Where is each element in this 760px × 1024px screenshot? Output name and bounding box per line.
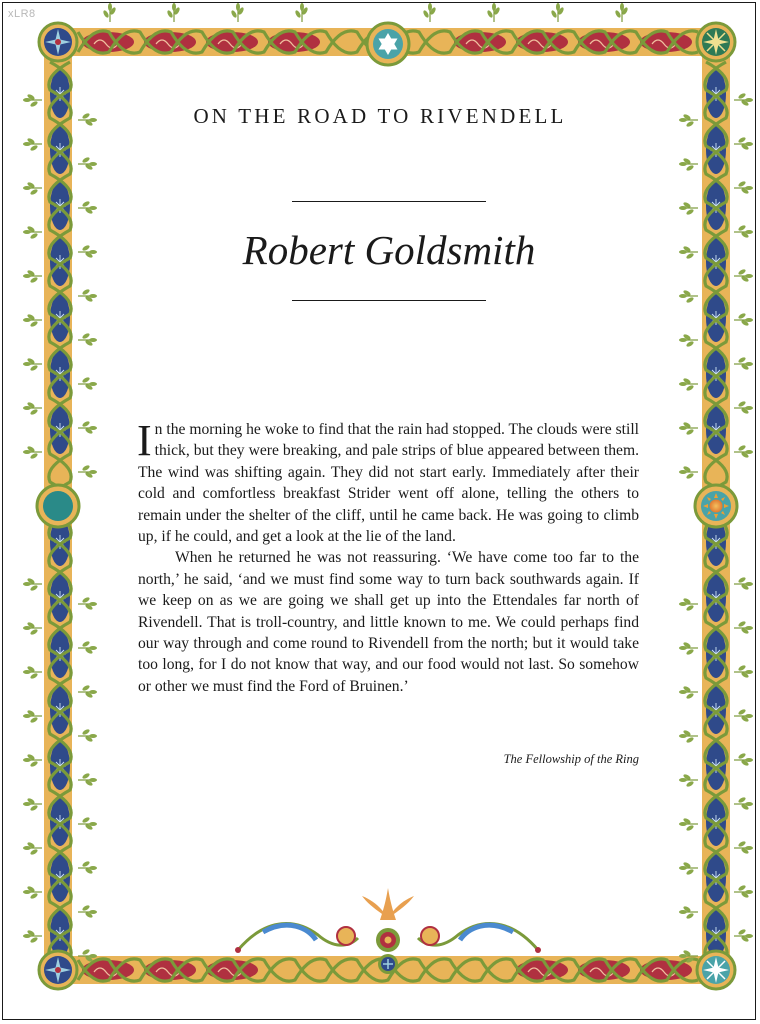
bottom-rule — [292, 300, 486, 301]
author-name: Robert Goldsmith — [242, 227, 536, 273]
source-citation: The Fellowship of the Ring — [503, 752, 639, 766]
quote-body — [137, 416, 639, 697]
paragraph-1-text: n the morning he woke to find that the rain had stopped. The clouds were still thick, but they were breaking, and pale strips of blue appeared between them. The wind was shifting again. They did not start early. Immediately after their cold and comfortless breakfast Strider went off alone, telling the others to remain under the shelter of the cliff, until he came back. He was going to climb up, if he could, and get a look at the lie of the land. — [138, 421, 639, 546]
paragraph-1 — [137, 416, 639, 547]
drop-cap: I — [137, 416, 152, 465]
compass-rose-icon — [39, 951, 77, 989]
paragraph-2: When he returned he was not reassuring. ‘We have come too far to the north,’ he said, ‘and we must find some way to turn back southwards again. If we keep on as we are going we shall get up into the Ettendales far north of Rivendell. That is troll-country, and little known to me. We could perhaps find our way through and come round to Rivendell from the north; but it would take too long, for I do not know that way, and our food would not last. So somehow or other we must find the Ford of Bruinen.’ — [138, 549, 639, 695]
sun-icon — [695, 485, 737, 527]
chapter-heading: ON THE ROAD TO RIVENDELL — [193, 104, 567, 128]
star-medallion-icon — [367, 23, 409, 65]
compass-rose-icon — [697, 951, 735, 989]
watermark: xLR8 — [8, 8, 36, 20]
top-rule — [292, 201, 486, 202]
compass-rose-icon — [39, 23, 77, 61]
crescent-moon-icon — [37, 485, 79, 527]
compass-rose-icon — [697, 23, 735, 61]
